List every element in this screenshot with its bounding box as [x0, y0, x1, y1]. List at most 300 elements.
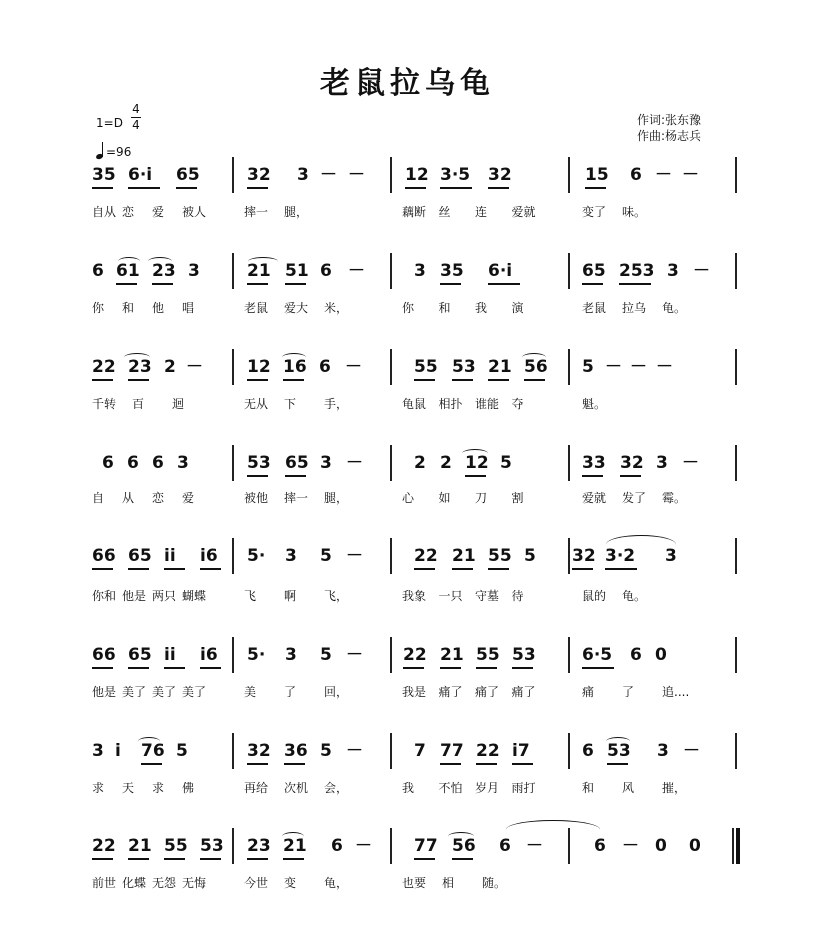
beam-underline: [524, 379, 545, 381]
lyric-word: 痛了: [475, 685, 500, 699]
slur-arc: [124, 353, 150, 362]
note-group: －: [656, 357, 673, 377]
key-signature: 1=D: [96, 116, 123, 130]
beam-underline: [152, 283, 173, 285]
lyric-word: 追....: [662, 685, 690, 699]
note-group: －: [186, 357, 203, 377]
lyric-word: 待: [511, 589, 524, 603]
note-group: 53: [247, 453, 271, 473]
barline: [735, 538, 737, 574]
barline: [232, 349, 234, 385]
lyric-word: 被他: [244, 491, 269, 505]
lyric-word: 你和: [92, 589, 117, 603]
lyric-word: 割: [511, 491, 524, 505]
time-signature-top: 4: [132, 102, 140, 116]
note-group: 0: [689, 836, 701, 856]
note-group: －: [655, 165, 672, 185]
lyric-word: 被人: [182, 205, 207, 219]
lyric-word: 痛了: [438, 685, 463, 699]
note-group: 2: [164, 357, 176, 377]
note-group: 12: [405, 165, 429, 185]
note-group: 55: [414, 357, 438, 377]
beam-underline: [285, 283, 306, 285]
final-barline: [736, 828, 740, 864]
note-group: 6: [630, 165, 642, 185]
note-group: －: [348, 165, 365, 185]
lyric-word: 相: [442, 876, 455, 890]
lyric-word: 无从: [244, 397, 269, 411]
beam-underline: [405, 187, 426, 189]
lyric-word: 藕断: [402, 205, 427, 219]
note-group: 22: [414, 546, 438, 566]
beam-underline: [92, 667, 113, 669]
beam-underline: [465, 475, 486, 477]
lyric-word: 迴: [172, 397, 185, 411]
barline: [568, 157, 570, 193]
beam-underline: [488, 283, 520, 285]
lyric-word: 他: [152, 301, 165, 315]
lyric-word: 我: [475, 301, 488, 315]
lyric-word: 手，: [324, 397, 349, 411]
beam-underline: [128, 667, 149, 669]
lyric-word: 痛: [582, 685, 595, 699]
note-group: 6: [594, 836, 606, 856]
lyric-word: 发了: [622, 491, 647, 505]
beam-underline: [92, 187, 113, 189]
note-group: 22: [92, 836, 116, 856]
beam-underline: [247, 379, 268, 381]
note-group: －: [630, 357, 647, 377]
lyric-word: 化蝶: [122, 876, 147, 890]
note-group: 33: [582, 453, 606, 473]
note-group: 5: [500, 453, 512, 473]
note-group: 7: [414, 741, 426, 761]
lyric-word: 腿，: [284, 205, 309, 219]
barline: [568, 637, 570, 673]
barline: [390, 637, 392, 673]
beam-underline: [452, 858, 473, 860]
lyric-word: 岁月: [475, 781, 500, 795]
note-group: 6: [499, 836, 511, 856]
lyric-word: 爱: [182, 491, 195, 505]
barline: [390, 733, 392, 769]
barline: [390, 445, 392, 481]
note-group: i6: [200, 546, 218, 566]
lyric-word: 自: [92, 491, 105, 505]
note-group: 2: [440, 453, 452, 473]
note-group: 12: [247, 357, 271, 377]
barline: [232, 157, 234, 193]
lyric-word: 刀: [475, 491, 488, 505]
beam-underline: [247, 475, 268, 477]
note-group: 21: [440, 645, 464, 665]
lyric-word: 一只: [438, 589, 463, 603]
lyric-word: 美了: [122, 685, 147, 699]
barline: [390, 538, 392, 574]
time-signature-bottom: 4: [132, 118, 140, 132]
slur-arc: [506, 820, 600, 839]
note-group: 3: [665, 546, 677, 566]
tempo-value: =96: [106, 145, 132, 159]
beam-underline: [605, 568, 637, 570]
note-group: ii: [164, 546, 176, 566]
barline: [568, 445, 570, 481]
lyric-word: 夺: [511, 397, 524, 411]
lyric-word: 老鼠: [582, 301, 607, 315]
note-group: －: [693, 261, 710, 281]
note-group: 3: [285, 645, 297, 665]
barline: [568, 538, 570, 574]
note-group: 3: [656, 453, 668, 473]
beam-underline: [164, 568, 185, 570]
barline: [232, 733, 234, 769]
note-group: 3: [285, 546, 297, 566]
beam-underline: [440, 763, 461, 765]
lyric-word: 美: [244, 685, 257, 699]
lyric-word: 鼠的: [582, 589, 607, 603]
note-group: 55: [476, 645, 500, 665]
note-group: －: [682, 165, 699, 185]
slur-arc: [248, 257, 278, 266]
note-group: －: [355, 836, 372, 856]
lyric-word: 回，: [324, 685, 349, 699]
lyric-word: 龟鼠: [402, 397, 427, 411]
lyric-word: 啊: [284, 589, 297, 603]
note-group: 3: [188, 261, 200, 281]
lyric-word: 求: [152, 781, 165, 795]
barline: [735, 349, 737, 385]
beam-underline: [128, 568, 149, 570]
note-group: 6: [152, 453, 164, 473]
lyric-word: 唱: [182, 301, 195, 315]
note-group: 65: [176, 165, 200, 185]
note-group: 15: [585, 165, 609, 185]
note-group: 32: [488, 165, 512, 185]
lyric-word: 他是: [92, 685, 117, 699]
beam-underline: [488, 187, 509, 189]
beam-underline: [247, 858, 268, 860]
lyric-word: 会，: [324, 781, 349, 795]
note-group: 53: [512, 645, 536, 665]
beam-underline: [247, 283, 268, 285]
lyric-word: 美了: [152, 685, 177, 699]
note-group: －: [348, 261, 365, 281]
slur-arc: [606, 535, 676, 554]
quarter-note-icon: [96, 141, 104, 159]
barline: [232, 445, 234, 481]
note-group: 6: [320, 261, 332, 281]
lyric-word: 风: [622, 781, 635, 795]
note-group: 65: [285, 453, 309, 473]
lyric-word: 我象: [402, 589, 427, 603]
note-group: 3: [414, 261, 426, 281]
lyric-word: 味。: [622, 205, 647, 219]
slur-arc: [118, 257, 140, 266]
barline: [732, 828, 734, 864]
composer: 作曲:杨志兵: [637, 129, 702, 143]
beam-underline: [284, 763, 305, 765]
lyric-word: 我是: [402, 685, 427, 699]
note-group: 5·: [247, 546, 266, 566]
slur-arc: [282, 353, 306, 362]
note-group: 6: [630, 645, 642, 665]
barline: [232, 828, 234, 864]
beam-underline: [128, 858, 149, 860]
slur-arc: [148, 257, 172, 266]
note-group: －: [622, 836, 639, 856]
lyric-word: 爱: [152, 205, 165, 219]
lyric-word: 次机: [284, 781, 309, 795]
beam-underline: [116, 283, 137, 285]
note-group: 5: [582, 357, 594, 377]
note-group: －: [682, 453, 699, 473]
note-group: 51: [285, 261, 309, 281]
note-group: 55: [488, 546, 512, 566]
note-group: 6: [582, 741, 594, 761]
note-group: 6: [319, 357, 331, 377]
lyric-word: 雨打: [511, 781, 536, 795]
note-group: 32: [247, 741, 271, 761]
note-group: 55: [164, 836, 188, 856]
lyric-word: 再给: [244, 781, 269, 795]
note-group: 21: [452, 546, 476, 566]
beam-underline: [512, 763, 533, 765]
note-group: 66: [92, 546, 116, 566]
lyric-word: 也要: [402, 876, 427, 890]
slur-arc: [448, 832, 474, 841]
tempo-marking: [96, 141, 131, 159]
note-group: 0: [655, 836, 667, 856]
beam-underline: [620, 475, 641, 477]
beam-underline: [283, 858, 304, 860]
note-group: 35: [92, 165, 116, 185]
barline: [735, 157, 737, 193]
lyric-word: 飞，: [324, 589, 349, 603]
beam-underline: [403, 667, 424, 669]
note-group: 21: [247, 261, 271, 281]
note-group: 77: [440, 741, 464, 761]
beam-underline: [92, 858, 113, 860]
beam-underline: [476, 667, 497, 669]
note-group: 53: [452, 357, 476, 377]
lyric-word: 摔一: [284, 491, 309, 505]
slur-arc: [522, 353, 546, 362]
lyric-word: 龟，: [324, 876, 349, 890]
lyric-word: 你: [402, 301, 415, 315]
note-group: 56: [524, 357, 548, 377]
note-group: －: [346, 741, 363, 761]
note-group: 5: [320, 741, 332, 761]
lyric-word: 今世: [244, 876, 269, 890]
beam-underline: [200, 858, 221, 860]
beam-underline: [247, 187, 268, 189]
beam-underline: [585, 187, 606, 189]
note-group: 6·5: [582, 645, 613, 665]
beam-underline: [164, 858, 185, 860]
barline: [735, 445, 737, 481]
lyric-word: 天: [122, 781, 135, 795]
lyric-word: 他是: [122, 589, 147, 603]
note-group: 6·i: [128, 165, 153, 185]
beam-underline: [200, 667, 221, 669]
beam-underline: [582, 283, 603, 285]
lyric-word: 心: [402, 491, 415, 505]
lyric-word: 米，: [324, 301, 349, 315]
beam-underline: [200, 568, 221, 570]
note-group: 53: [200, 836, 224, 856]
note-group: 21: [128, 836, 152, 856]
beam-underline: [582, 475, 603, 477]
beam-underline: [607, 763, 628, 765]
barline: [735, 733, 737, 769]
beam-underline: [128, 187, 160, 189]
lyric-word: 前世: [92, 876, 117, 890]
note-group: 76: [141, 741, 165, 761]
lyric-word: 飞: [244, 589, 257, 603]
note-group: －: [526, 836, 543, 856]
note-group: i7: [512, 741, 530, 761]
note-group: 5·: [247, 645, 266, 665]
lyric-word: 龟。: [622, 589, 647, 603]
note-group: 3: [297, 165, 309, 185]
note-group: 6: [102, 453, 114, 473]
note-group: 5: [320, 546, 332, 566]
lyric-word: 连: [475, 205, 488, 219]
note-group: 5: [176, 741, 188, 761]
barline: [390, 253, 392, 289]
note-group: 3: [320, 453, 332, 473]
lyric-word: 变了: [582, 205, 607, 219]
note-group: 23: [152, 261, 176, 281]
lyric-word: 求: [92, 781, 105, 795]
slur-arc: [462, 449, 488, 458]
note-group: 5: [524, 546, 536, 566]
note-group: 32: [247, 165, 271, 185]
lyric-word: 了: [622, 685, 635, 699]
slur-arc: [606, 737, 630, 746]
beam-underline: [247, 763, 268, 765]
note-group: 36: [284, 741, 308, 761]
lyric-word: 爱大: [284, 301, 309, 315]
lyric-word: 守墓: [475, 589, 500, 603]
note-group: 21: [488, 357, 512, 377]
note-group: －: [320, 165, 337, 185]
note-group: 3·5: [440, 165, 471, 185]
lyric-word: 演: [511, 301, 524, 315]
beam-underline: [128, 379, 149, 381]
song-title: 老鼠拉乌龟: [320, 66, 495, 101]
lyric-word: 摔一: [244, 205, 269, 219]
beam-underline: [92, 379, 113, 381]
lyric-word: 老鼠: [244, 301, 269, 315]
note-group: 61: [116, 261, 140, 281]
lyric-word: 和: [122, 301, 135, 315]
lyric-word: 美了: [182, 685, 207, 699]
beam-underline: [164, 667, 185, 669]
barline: [390, 828, 392, 864]
note-group: 6: [92, 261, 104, 281]
note-group: 35: [440, 261, 464, 281]
beam-underline: [414, 858, 435, 860]
note-group: 2: [414, 453, 426, 473]
slur-arc: [282, 832, 304, 841]
lyric-word: 变: [284, 876, 297, 890]
beam-underline: [582, 667, 614, 669]
note-group: 65: [128, 546, 152, 566]
lyric-word: 谁能: [475, 397, 500, 411]
beam-underline: [488, 379, 509, 381]
beam-underline: [452, 568, 473, 570]
note-group: 23: [128, 357, 152, 377]
lyric-word: 爱就: [582, 491, 607, 505]
lyric-word: 爱就: [511, 205, 536, 219]
lyric-word: 无怨: [152, 876, 177, 890]
barline: [390, 157, 392, 193]
beam-underline: [512, 667, 533, 669]
lyric-word: 恋: [122, 205, 135, 219]
note-group: 3: [92, 741, 104, 761]
note-group: 16: [283, 357, 307, 377]
lyric-word: 了: [284, 685, 297, 699]
note-group: 32: [620, 453, 644, 473]
note-group: 32: [572, 546, 596, 566]
beam-underline: [285, 475, 306, 477]
time-signature: [131, 103, 141, 132]
beam-underline: [141, 763, 162, 765]
note-group: 56: [452, 836, 476, 856]
note-group: 6: [127, 453, 139, 473]
lyric-word: 摧，: [662, 781, 687, 795]
lyric-word: 龟。: [662, 301, 687, 315]
beam-underline: [414, 379, 435, 381]
lyric-word: 我: [402, 781, 415, 795]
beam-underline: [440, 283, 461, 285]
lyric-word: 和: [582, 781, 595, 795]
note-group: 53: [607, 741, 631, 761]
note-group: 12: [465, 453, 489, 473]
barline: [568, 733, 570, 769]
barline: [232, 253, 234, 289]
note-group: －: [346, 645, 363, 665]
note-group: 22: [476, 741, 500, 761]
note-group: 22: [92, 357, 116, 377]
beam-underline: [283, 379, 304, 381]
lyric-word: 魁。: [582, 397, 607, 411]
note-group: 3: [667, 261, 679, 281]
beam-underline: [176, 187, 197, 189]
barline: [390, 349, 392, 385]
credits: [637, 112, 701, 144]
lyric-word: 痛了: [511, 685, 536, 699]
barline: [568, 253, 570, 289]
barline: [735, 637, 737, 673]
note-group: 6·i: [488, 261, 513, 281]
note-group: 3: [657, 741, 669, 761]
lyric-word: 如: [438, 491, 451, 505]
slur-arc: [138, 737, 160, 746]
lyric-word: 自从: [92, 205, 117, 219]
lyric-word: 随。: [482, 876, 507, 890]
beam-underline: [452, 379, 473, 381]
note-group: 23: [247, 836, 271, 856]
note-group: 6: [331, 836, 343, 856]
note-group: 5: [320, 645, 332, 665]
beam-underline: [440, 187, 472, 189]
lyric-word: 拉乌: [622, 301, 647, 315]
note-group: －: [683, 741, 700, 761]
lyric-word: 霉。: [662, 491, 687, 505]
note-group: 65: [128, 645, 152, 665]
